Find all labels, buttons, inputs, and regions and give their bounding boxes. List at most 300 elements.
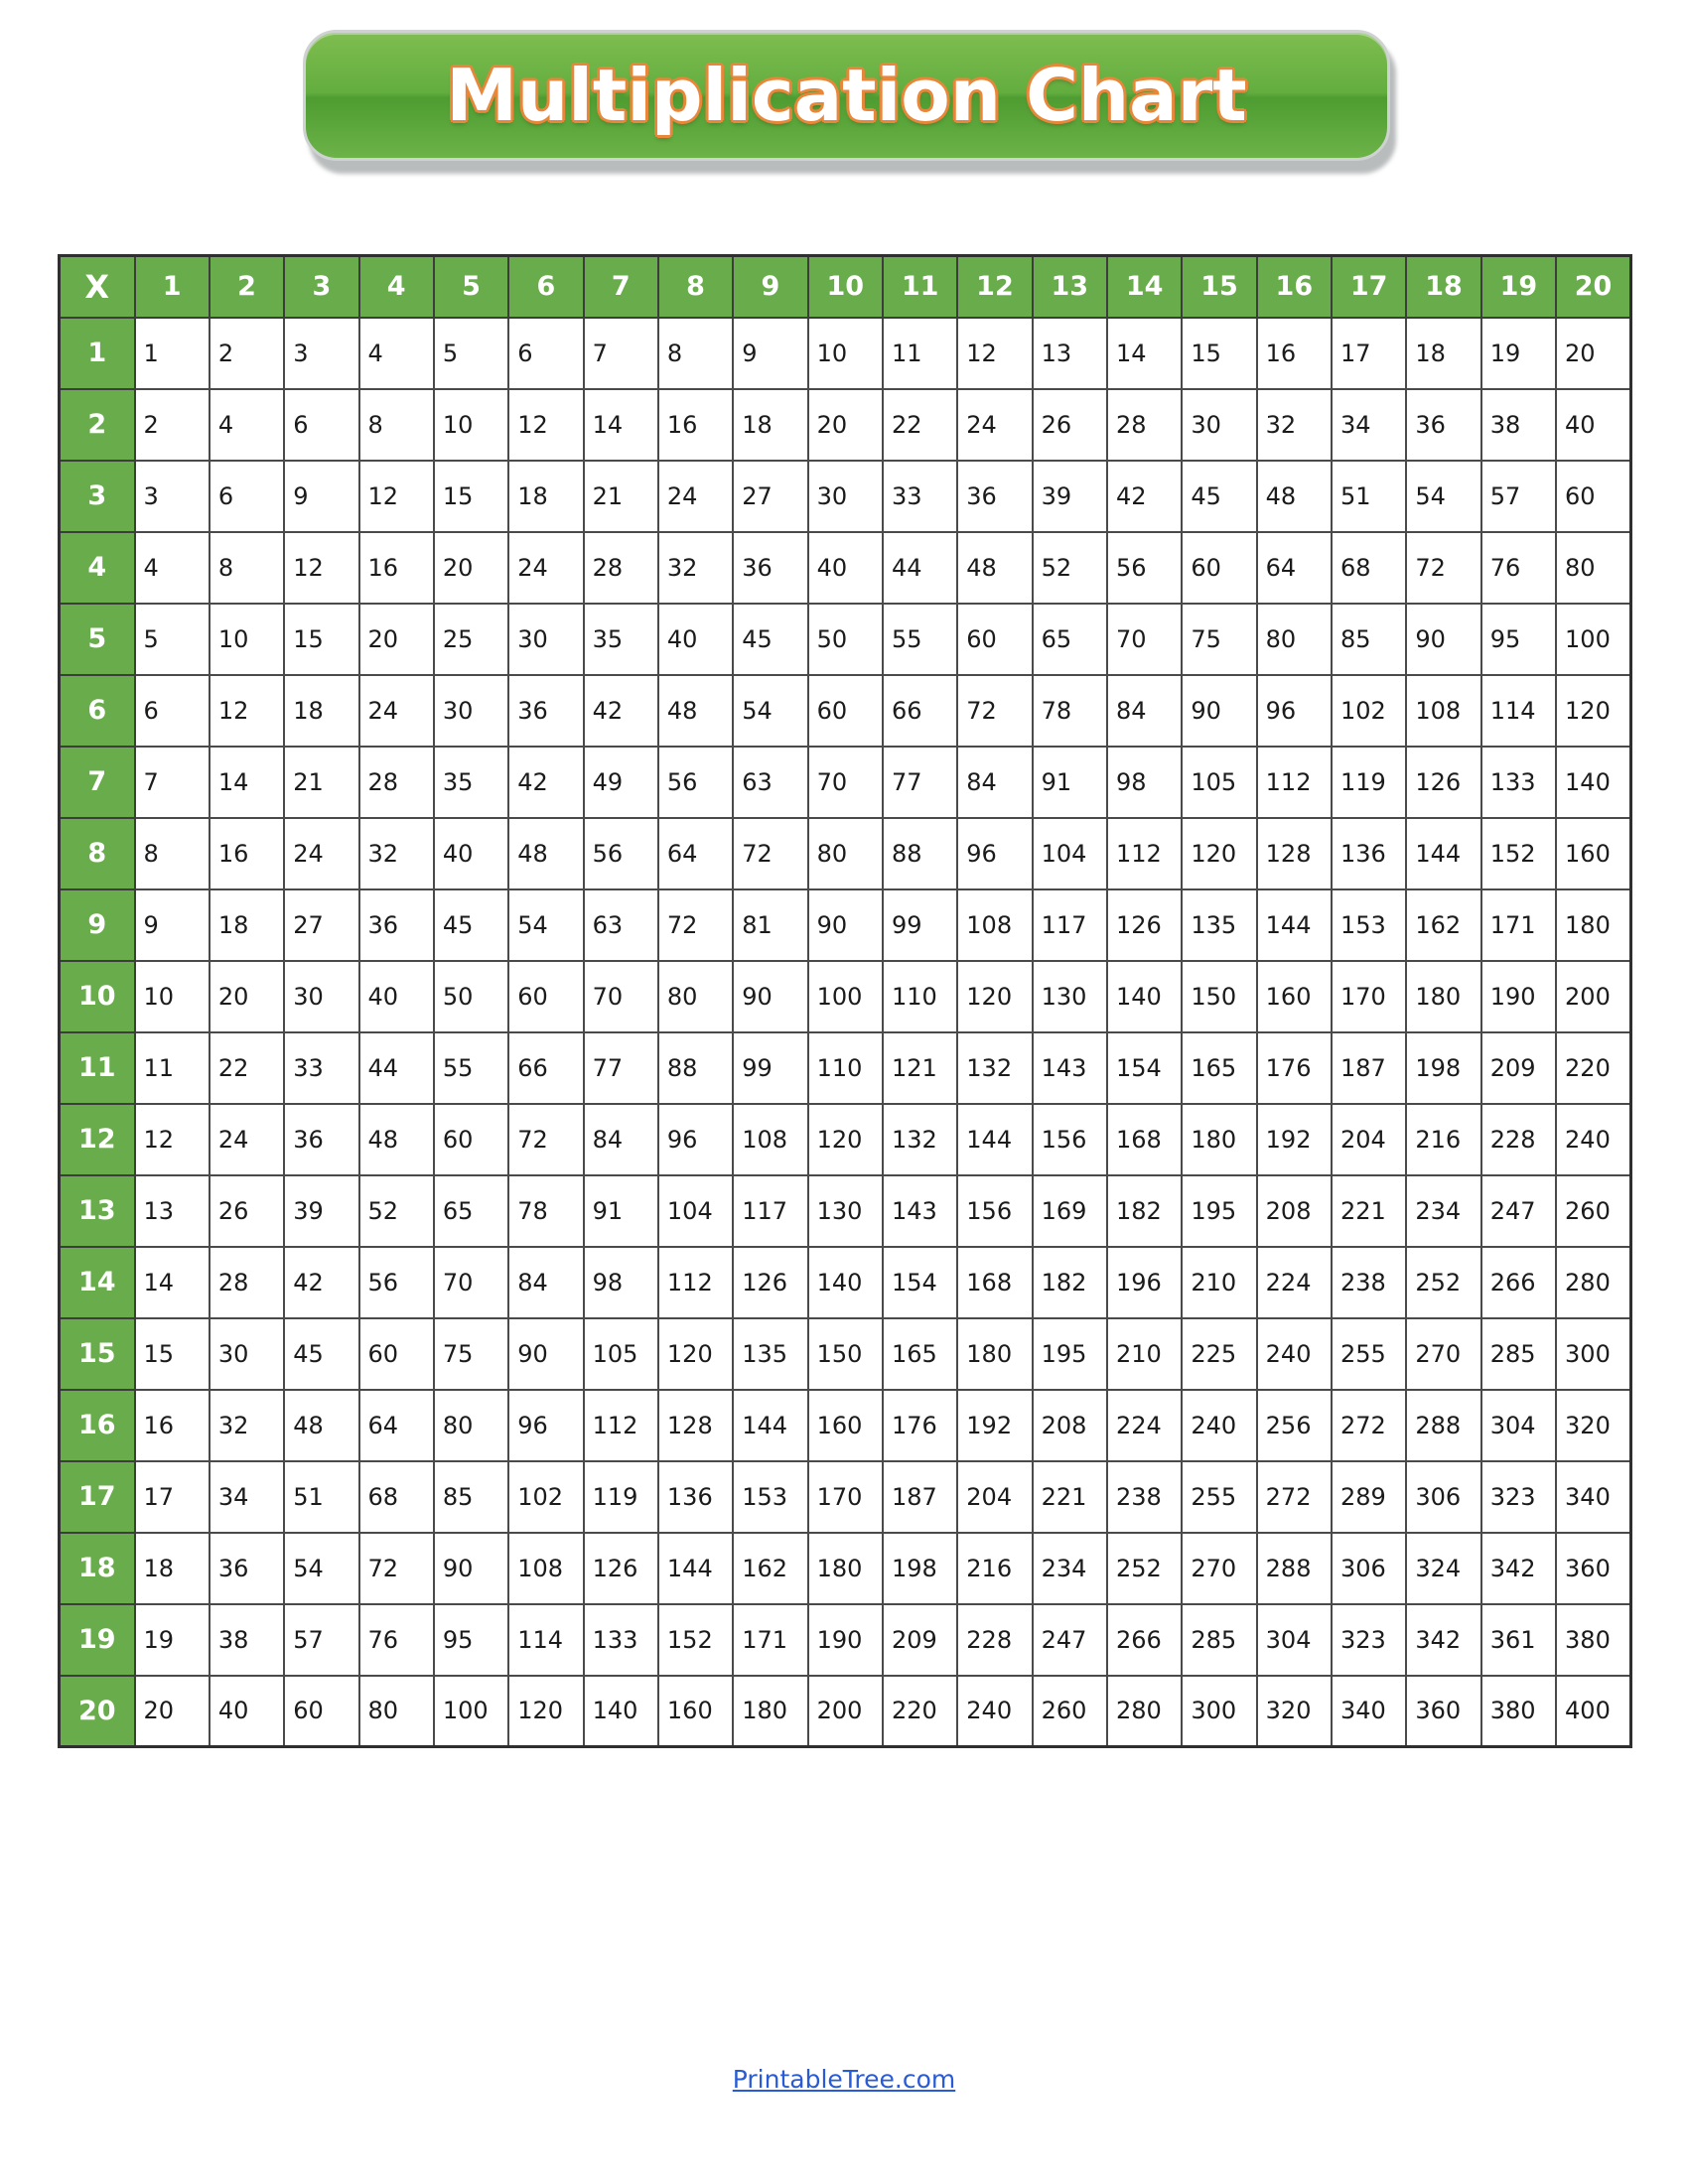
cell-14x14: 196 bbox=[1107, 1247, 1182, 1318]
cell-9x5: 45 bbox=[434, 889, 508, 961]
cell-17x19: 323 bbox=[1481, 1461, 1556, 1533]
cell-13x7: 91 bbox=[584, 1175, 658, 1247]
cell-8x1: 8 bbox=[135, 818, 210, 889]
cell-6x13: 78 bbox=[1033, 675, 1107, 747]
cell-13x8: 104 bbox=[658, 1175, 733, 1247]
cell-15x20: 300 bbox=[1556, 1318, 1630, 1390]
cell-7x16: 112 bbox=[1257, 747, 1332, 818]
row-header-16: 16 bbox=[60, 1390, 135, 1461]
cell-9x4: 36 bbox=[359, 889, 434, 961]
title-banner bbox=[303, 30, 1390, 174]
cell-1x19: 19 bbox=[1481, 318, 1556, 389]
cell-4x7: 28 bbox=[584, 532, 658, 604]
cell-6x12: 72 bbox=[957, 675, 1032, 747]
cell-20x13: 260 bbox=[1033, 1676, 1107, 1747]
cell-9x20: 180 bbox=[1556, 889, 1630, 961]
cell-12x10: 120 bbox=[808, 1104, 883, 1175]
table-row bbox=[60, 604, 1631, 675]
row-header-4: 4 bbox=[60, 532, 135, 604]
cell-5x5: 25 bbox=[434, 604, 508, 675]
cell-8x8: 64 bbox=[658, 818, 733, 889]
multiplication-table bbox=[58, 254, 1632, 1748]
cell-15x7: 105 bbox=[584, 1318, 658, 1390]
cell-18x11: 198 bbox=[883, 1533, 957, 1604]
cell-3x15: 45 bbox=[1182, 461, 1256, 532]
cell-7x20: 140 bbox=[1556, 747, 1630, 818]
cell-19x8: 152 bbox=[658, 1604, 733, 1676]
cell-15x15: 225 bbox=[1182, 1318, 1256, 1390]
cell-2x20: 40 bbox=[1556, 389, 1630, 461]
cell-16x9: 144 bbox=[733, 1390, 807, 1461]
cell-6x5: 30 bbox=[434, 675, 508, 747]
cell-2x15: 30 bbox=[1182, 389, 1256, 461]
cell-4x15: 60 bbox=[1182, 532, 1256, 604]
cell-2x10: 20 bbox=[808, 389, 883, 461]
multiplication-table-container bbox=[58, 254, 1632, 1748]
column-header-11: 11 bbox=[883, 256, 957, 318]
cell-18x8: 144 bbox=[658, 1533, 733, 1604]
cell-6x7: 42 bbox=[584, 675, 658, 747]
cell-15x12: 180 bbox=[957, 1318, 1032, 1390]
cell-18x10: 180 bbox=[808, 1533, 883, 1604]
cell-8x5: 40 bbox=[434, 818, 508, 889]
row-header-7: 7 bbox=[60, 747, 135, 818]
cell-5x20: 100 bbox=[1556, 604, 1630, 675]
cell-9x13: 117 bbox=[1033, 889, 1107, 961]
cell-4x20: 80 bbox=[1556, 532, 1630, 604]
cell-1x3: 3 bbox=[284, 318, 358, 389]
cell-15x17: 255 bbox=[1332, 1318, 1406, 1390]
cell-8x10: 80 bbox=[808, 818, 883, 889]
row-header-13: 13 bbox=[60, 1175, 135, 1247]
cell-8x17: 136 bbox=[1332, 818, 1406, 889]
cell-2x8: 16 bbox=[658, 389, 733, 461]
cell-12x9: 108 bbox=[733, 1104, 807, 1175]
source-link[interactable]: PrintableTree.com bbox=[732, 2065, 956, 2094]
cell-6x6: 36 bbox=[508, 675, 583, 747]
cell-7x3: 21 bbox=[284, 747, 358, 818]
column-header-18: 18 bbox=[1406, 256, 1480, 318]
cell-5x10: 50 bbox=[808, 604, 883, 675]
cell-19x13: 247 bbox=[1033, 1604, 1107, 1676]
cell-20x2: 40 bbox=[210, 1676, 284, 1747]
cell-17x12: 204 bbox=[957, 1461, 1032, 1533]
cell-20x19: 380 bbox=[1481, 1676, 1556, 1747]
cell-17x13: 221 bbox=[1033, 1461, 1107, 1533]
cell-14x10: 140 bbox=[808, 1247, 883, 1318]
cell-17x18: 306 bbox=[1406, 1461, 1480, 1533]
row-header-14: 14 bbox=[60, 1247, 135, 1318]
cell-7x18: 126 bbox=[1406, 747, 1480, 818]
cell-13x19: 247 bbox=[1481, 1175, 1556, 1247]
cell-6x1: 6 bbox=[135, 675, 210, 747]
cell-13x20: 260 bbox=[1556, 1175, 1630, 1247]
cell-11x11: 121 bbox=[883, 1032, 957, 1104]
page-title: Multiplication Chart bbox=[446, 54, 1247, 137]
cell-12x11: 132 bbox=[883, 1104, 957, 1175]
cell-1x1: 1 bbox=[135, 318, 210, 389]
cell-19x15: 285 bbox=[1182, 1604, 1256, 1676]
cell-17x3: 51 bbox=[284, 1461, 358, 1533]
cell-3x14: 42 bbox=[1107, 461, 1182, 532]
cell-17x7: 119 bbox=[584, 1461, 658, 1533]
cell-3x12: 36 bbox=[957, 461, 1032, 532]
cell-9x3: 27 bbox=[284, 889, 358, 961]
cell-3x20: 60 bbox=[1556, 461, 1630, 532]
title-banner-body bbox=[303, 30, 1390, 161]
cell-18x14: 252 bbox=[1107, 1533, 1182, 1604]
cell-12x4: 48 bbox=[359, 1104, 434, 1175]
row-header-10: 10 bbox=[60, 961, 135, 1032]
cell-1x7: 7 bbox=[584, 318, 658, 389]
cell-3x16: 48 bbox=[1257, 461, 1332, 532]
cell-4x17: 68 bbox=[1332, 532, 1406, 604]
footer bbox=[0, 2065, 1688, 2094]
cell-5x14: 70 bbox=[1107, 604, 1182, 675]
cell-13x6: 78 bbox=[508, 1175, 583, 1247]
cell-11x19: 209 bbox=[1481, 1032, 1556, 1104]
table-row bbox=[60, 532, 1631, 604]
cell-10x13: 130 bbox=[1033, 961, 1107, 1032]
cell-6x2: 12 bbox=[210, 675, 284, 747]
cell-12x7: 84 bbox=[584, 1104, 658, 1175]
cell-16x10: 160 bbox=[808, 1390, 883, 1461]
cell-11x3: 33 bbox=[284, 1032, 358, 1104]
cell-20x20: 400 bbox=[1556, 1676, 1630, 1747]
cell-12x17: 204 bbox=[1332, 1104, 1406, 1175]
cell-2x9: 18 bbox=[733, 389, 807, 461]
cell-20x3: 60 bbox=[284, 1676, 358, 1747]
cell-9x11: 99 bbox=[883, 889, 957, 961]
column-header-15: 15 bbox=[1182, 256, 1256, 318]
cell-10x10: 100 bbox=[808, 961, 883, 1032]
cell-18x19: 342 bbox=[1481, 1533, 1556, 1604]
cell-19x4: 76 bbox=[359, 1604, 434, 1676]
cell-19x20: 380 bbox=[1556, 1604, 1630, 1676]
cell-6x16: 96 bbox=[1257, 675, 1332, 747]
cell-17x15: 255 bbox=[1182, 1461, 1256, 1533]
cell-4x19: 76 bbox=[1481, 532, 1556, 604]
cell-10x18: 180 bbox=[1406, 961, 1480, 1032]
cell-11x16: 176 bbox=[1257, 1032, 1332, 1104]
cell-11x18: 198 bbox=[1406, 1032, 1480, 1104]
row-header-12: 12 bbox=[60, 1104, 135, 1175]
cell-15x19: 285 bbox=[1481, 1318, 1556, 1390]
cell-13x14: 182 bbox=[1107, 1175, 1182, 1247]
cell-4x10: 40 bbox=[808, 532, 883, 604]
cell-4x6: 24 bbox=[508, 532, 583, 604]
cell-9x10: 90 bbox=[808, 889, 883, 961]
cell-3x7: 21 bbox=[584, 461, 658, 532]
cell-9x19: 171 bbox=[1481, 889, 1556, 961]
cell-5x7: 35 bbox=[584, 604, 658, 675]
cell-5x13: 65 bbox=[1033, 604, 1107, 675]
row-header-17: 17 bbox=[60, 1461, 135, 1533]
cell-17x11: 187 bbox=[883, 1461, 957, 1533]
cell-9x2: 18 bbox=[210, 889, 284, 961]
cell-5x9: 45 bbox=[733, 604, 807, 675]
cell-4x5: 20 bbox=[434, 532, 508, 604]
cell-8x18: 144 bbox=[1406, 818, 1480, 889]
column-header-1: 1 bbox=[135, 256, 210, 318]
cell-12x20: 240 bbox=[1556, 1104, 1630, 1175]
cell-16x13: 208 bbox=[1033, 1390, 1107, 1461]
row-header-20: 20 bbox=[60, 1676, 135, 1747]
cell-10x2: 20 bbox=[210, 961, 284, 1032]
table-row bbox=[60, 1247, 1631, 1318]
cell-11x17: 187 bbox=[1332, 1032, 1406, 1104]
cell-15x18: 270 bbox=[1406, 1318, 1480, 1390]
cell-11x13: 143 bbox=[1033, 1032, 1107, 1104]
cell-17x14: 238 bbox=[1107, 1461, 1182, 1533]
row-header-1: 1 bbox=[60, 318, 135, 389]
cell-18x16: 288 bbox=[1257, 1533, 1332, 1604]
cell-19x16: 304 bbox=[1257, 1604, 1332, 1676]
cell-5x2: 10 bbox=[210, 604, 284, 675]
column-header-3: 3 bbox=[284, 256, 358, 318]
cell-7x19: 133 bbox=[1481, 747, 1556, 818]
cell-14x4: 56 bbox=[359, 1247, 434, 1318]
cell-1x4: 4 bbox=[359, 318, 434, 389]
cell-12x8: 96 bbox=[658, 1104, 733, 1175]
cell-2x19: 38 bbox=[1481, 389, 1556, 461]
cell-20x4: 80 bbox=[359, 1676, 434, 1747]
cell-8x3: 24 bbox=[284, 818, 358, 889]
cell-18x4: 72 bbox=[359, 1533, 434, 1604]
cell-18x17: 306 bbox=[1332, 1533, 1406, 1604]
cell-5x8: 40 bbox=[658, 604, 733, 675]
cell-1x17: 17 bbox=[1332, 318, 1406, 389]
cell-11x1: 11 bbox=[135, 1032, 210, 1104]
cell-17x17: 289 bbox=[1332, 1461, 1406, 1533]
row-header-8: 8 bbox=[60, 818, 135, 889]
cell-4x2: 8 bbox=[210, 532, 284, 604]
cell-15x13: 195 bbox=[1033, 1318, 1107, 1390]
cell-12x18: 216 bbox=[1406, 1104, 1480, 1175]
table-row bbox=[60, 1461, 1631, 1533]
cell-15x10: 150 bbox=[808, 1318, 883, 1390]
table-row bbox=[60, 675, 1631, 747]
cell-7x5: 35 bbox=[434, 747, 508, 818]
cell-5x6: 30 bbox=[508, 604, 583, 675]
cell-15x6: 90 bbox=[508, 1318, 583, 1390]
cell-2x7: 14 bbox=[584, 389, 658, 461]
table-row bbox=[60, 818, 1631, 889]
cell-5x11: 55 bbox=[883, 604, 957, 675]
column-header-2: 2 bbox=[210, 256, 284, 318]
cell-8x12: 96 bbox=[957, 818, 1032, 889]
cell-20x18: 360 bbox=[1406, 1676, 1480, 1747]
cell-20x7: 140 bbox=[584, 1676, 658, 1747]
cell-7x8: 56 bbox=[658, 747, 733, 818]
cell-16x17: 272 bbox=[1332, 1390, 1406, 1461]
cell-11x5: 55 bbox=[434, 1032, 508, 1104]
cell-10x20: 200 bbox=[1556, 961, 1630, 1032]
cell-7x9: 63 bbox=[733, 747, 807, 818]
cell-9x9: 81 bbox=[733, 889, 807, 961]
cell-10x6: 60 bbox=[508, 961, 583, 1032]
cell-12x6: 72 bbox=[508, 1104, 583, 1175]
cell-2x2: 4 bbox=[210, 389, 284, 461]
cell-15x3: 45 bbox=[284, 1318, 358, 1390]
cell-8x16: 128 bbox=[1257, 818, 1332, 889]
cell-10x12: 120 bbox=[957, 961, 1032, 1032]
cell-11x7: 77 bbox=[584, 1032, 658, 1104]
cell-9x12: 108 bbox=[957, 889, 1032, 961]
cell-7x2: 14 bbox=[210, 747, 284, 818]
cell-9x8: 72 bbox=[658, 889, 733, 961]
cell-20x15: 300 bbox=[1182, 1676, 1256, 1747]
cell-16x19: 304 bbox=[1481, 1390, 1556, 1461]
cell-10x16: 160 bbox=[1257, 961, 1332, 1032]
cell-7x4: 28 bbox=[359, 747, 434, 818]
cell-1x18: 18 bbox=[1406, 318, 1480, 389]
cell-2x13: 26 bbox=[1033, 389, 1107, 461]
cell-13x3: 39 bbox=[284, 1175, 358, 1247]
cell-7x7: 49 bbox=[584, 747, 658, 818]
cell-5x12: 60 bbox=[957, 604, 1032, 675]
cell-14x19: 266 bbox=[1481, 1247, 1556, 1318]
cell-4x9: 36 bbox=[733, 532, 807, 604]
cell-20x16: 320 bbox=[1257, 1676, 1332, 1747]
row-header-6: 6 bbox=[60, 675, 135, 747]
cell-10x8: 80 bbox=[658, 961, 733, 1032]
cell-13x1: 13 bbox=[135, 1175, 210, 1247]
cell-4x4: 16 bbox=[359, 532, 434, 604]
cell-6x8: 48 bbox=[658, 675, 733, 747]
cell-3x4: 12 bbox=[359, 461, 434, 532]
cell-1x5: 5 bbox=[434, 318, 508, 389]
column-header-19: 19 bbox=[1481, 256, 1556, 318]
cell-2x14: 28 bbox=[1107, 389, 1182, 461]
cell-7x14: 98 bbox=[1107, 747, 1182, 818]
column-header-13: 13 bbox=[1033, 256, 1107, 318]
cell-8x13: 104 bbox=[1033, 818, 1107, 889]
cell-16x15: 240 bbox=[1182, 1390, 1256, 1461]
cell-16x20: 320 bbox=[1556, 1390, 1630, 1461]
row-header-11: 11 bbox=[60, 1032, 135, 1104]
cell-8x4: 32 bbox=[359, 818, 434, 889]
cell-13x18: 234 bbox=[1406, 1175, 1480, 1247]
table-body bbox=[60, 318, 1631, 1747]
cell-6x9: 54 bbox=[733, 675, 807, 747]
cell-12x15: 180 bbox=[1182, 1104, 1256, 1175]
cell-4x18: 72 bbox=[1406, 532, 1480, 604]
cell-3x17: 51 bbox=[1332, 461, 1406, 532]
table-row bbox=[60, 1032, 1631, 1104]
cell-16x16: 256 bbox=[1257, 1390, 1332, 1461]
cell-7x13: 91 bbox=[1033, 747, 1107, 818]
cell-10x19: 190 bbox=[1481, 961, 1556, 1032]
cell-7x17: 119 bbox=[1332, 747, 1406, 818]
cell-1x16: 16 bbox=[1257, 318, 1332, 389]
table-row bbox=[60, 318, 1631, 389]
cell-10x9: 90 bbox=[733, 961, 807, 1032]
cell-12x5: 60 bbox=[434, 1104, 508, 1175]
table-corner-header: X bbox=[60, 256, 135, 318]
column-header-8: 8 bbox=[658, 256, 733, 318]
cell-13x15: 195 bbox=[1182, 1175, 1256, 1247]
table-header bbox=[60, 256, 1631, 318]
cell-10x14: 140 bbox=[1107, 961, 1182, 1032]
cell-3x11: 33 bbox=[883, 461, 957, 532]
cell-14x15: 210 bbox=[1182, 1247, 1256, 1318]
cell-5x19: 95 bbox=[1481, 604, 1556, 675]
cell-10x17: 170 bbox=[1332, 961, 1406, 1032]
cell-13x13: 169 bbox=[1033, 1175, 1107, 1247]
cell-1x13: 13 bbox=[1033, 318, 1107, 389]
cell-3x6: 18 bbox=[508, 461, 583, 532]
cell-20x9: 180 bbox=[733, 1676, 807, 1747]
cell-8x6: 48 bbox=[508, 818, 583, 889]
column-header-14: 14 bbox=[1107, 256, 1182, 318]
cell-7x11: 77 bbox=[883, 747, 957, 818]
cell-16x1: 16 bbox=[135, 1390, 210, 1461]
cell-14x6: 84 bbox=[508, 1247, 583, 1318]
cell-14x5: 70 bbox=[434, 1247, 508, 1318]
cell-6x18: 108 bbox=[1406, 675, 1480, 747]
cell-3x8: 24 bbox=[658, 461, 733, 532]
cell-14x2: 28 bbox=[210, 1247, 284, 1318]
table-row bbox=[60, 1175, 1631, 1247]
cell-19x1: 19 bbox=[135, 1604, 210, 1676]
cell-12x19: 228 bbox=[1481, 1104, 1556, 1175]
cell-14x8: 112 bbox=[658, 1247, 733, 1318]
cell-20x10: 200 bbox=[808, 1676, 883, 1747]
cell-17x10: 170 bbox=[808, 1461, 883, 1533]
cell-11x15: 165 bbox=[1182, 1032, 1256, 1104]
cell-9x17: 153 bbox=[1332, 889, 1406, 961]
cell-9x18: 162 bbox=[1406, 889, 1480, 961]
cell-15x11: 165 bbox=[883, 1318, 957, 1390]
cell-5x17: 85 bbox=[1332, 604, 1406, 675]
cell-3x10: 30 bbox=[808, 461, 883, 532]
cell-1x14: 14 bbox=[1107, 318, 1182, 389]
cell-13x11: 143 bbox=[883, 1175, 957, 1247]
cell-19x11: 209 bbox=[883, 1604, 957, 1676]
cell-16x2: 32 bbox=[210, 1390, 284, 1461]
table-row bbox=[60, 961, 1631, 1032]
cell-11x20: 220 bbox=[1556, 1032, 1630, 1104]
cell-5x3: 15 bbox=[284, 604, 358, 675]
cell-4x11: 44 bbox=[883, 532, 957, 604]
cell-14x9: 126 bbox=[733, 1247, 807, 1318]
column-header-17: 17 bbox=[1332, 256, 1406, 318]
cell-3x9: 27 bbox=[733, 461, 807, 532]
cell-16x6: 96 bbox=[508, 1390, 583, 1461]
cell-2x17: 34 bbox=[1332, 389, 1406, 461]
cell-10x4: 40 bbox=[359, 961, 434, 1032]
column-header-12: 12 bbox=[957, 256, 1032, 318]
cell-17x1: 17 bbox=[135, 1461, 210, 1533]
cell-20x11: 220 bbox=[883, 1676, 957, 1747]
cell-11x4: 44 bbox=[359, 1032, 434, 1104]
cell-6x11: 66 bbox=[883, 675, 957, 747]
cell-1x15: 15 bbox=[1182, 318, 1256, 389]
cell-12x1: 12 bbox=[135, 1104, 210, 1175]
cell-4x12: 48 bbox=[957, 532, 1032, 604]
cell-13x17: 221 bbox=[1332, 1175, 1406, 1247]
cell-9x16: 144 bbox=[1257, 889, 1332, 961]
column-header-10: 10 bbox=[808, 256, 883, 318]
table-row bbox=[60, 747, 1631, 818]
cell-2x3: 6 bbox=[284, 389, 358, 461]
cell-19x9: 171 bbox=[733, 1604, 807, 1676]
cell-13x12: 156 bbox=[957, 1175, 1032, 1247]
column-header-4: 4 bbox=[359, 256, 434, 318]
cell-20x6: 120 bbox=[508, 1676, 583, 1747]
cell-7x10: 70 bbox=[808, 747, 883, 818]
